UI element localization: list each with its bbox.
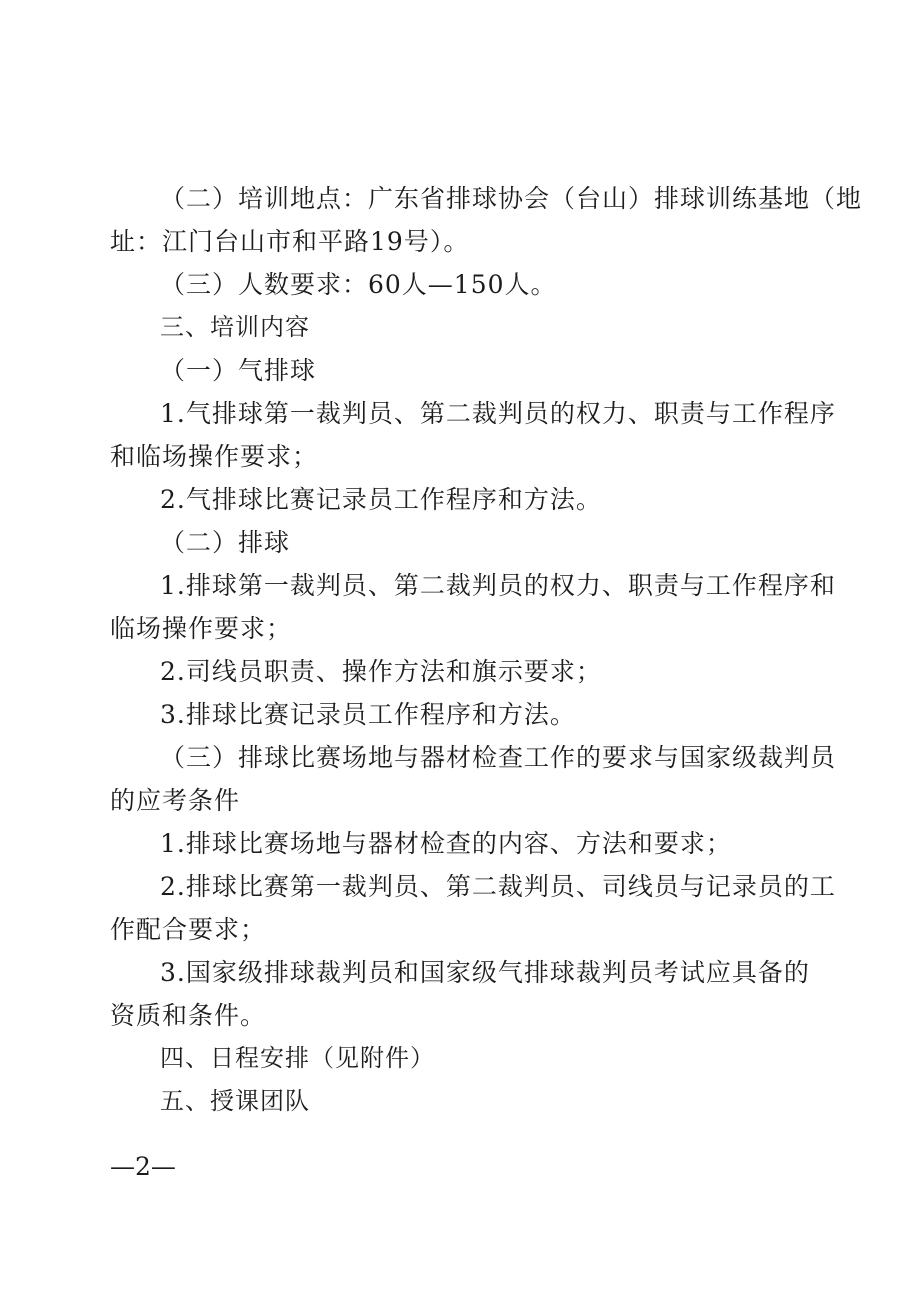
text-line: 2.排球比赛第一裁判员、第二裁判员、司线员与记录员的工 xyxy=(160,872,836,901)
text-line: 1.排球比赛场地与器材检查的内容、方法和要求； xyxy=(160,829,732,858)
text-line: 1.气排球第一裁判员、第二裁判员的权力、职责与工作程序 xyxy=(160,399,836,428)
text-line: （二）培训地点：广东省排球协会（台山）排球训练基地（地 xyxy=(160,184,863,213)
text-line: 3.排球比赛记录员工作程序和方法。 xyxy=(160,700,576,729)
page-number: —2— xyxy=(110,1152,176,1181)
text-line: 资质和条件。 xyxy=(110,1001,267,1030)
section-heading: 五、授课团队 xyxy=(160,1087,310,1115)
text-line: 2.气排球比赛记录员工作程序和方法。 xyxy=(160,485,602,514)
text-line: 作配合要求； xyxy=(110,915,267,944)
document-body xyxy=(110,177,863,1123)
text-line: （二）排球 xyxy=(160,528,291,557)
text-line: （三）排球比赛场地与器材检查工作的要求与国家级裁判员 xyxy=(160,743,837,772)
text-line: （三）人数要求：60人—150人。 xyxy=(160,270,557,299)
text-line: 3.国家级排球裁判员和国家级气排球裁判员考试应具备的 xyxy=(160,958,810,987)
text-line: （一）气排球 xyxy=(160,356,317,385)
text-line: 址：江门台山市和平路19号）。 xyxy=(110,227,470,256)
text-line: 和临场操作要求； xyxy=(110,442,319,471)
text-line: 1.排球第一裁判员、第二裁判员的权力、职责与工作程序和 xyxy=(160,571,836,600)
section-heading: 四、日程安排（见附件） xyxy=(160,1044,435,1072)
text-line: 的应考条件 xyxy=(110,786,241,815)
section-heading: 三、培训内容 xyxy=(160,313,310,341)
text-line: 临场操作要求； xyxy=(110,614,293,643)
text-line: 2.司线员职责、操作方法和旗示要求； xyxy=(160,657,602,686)
